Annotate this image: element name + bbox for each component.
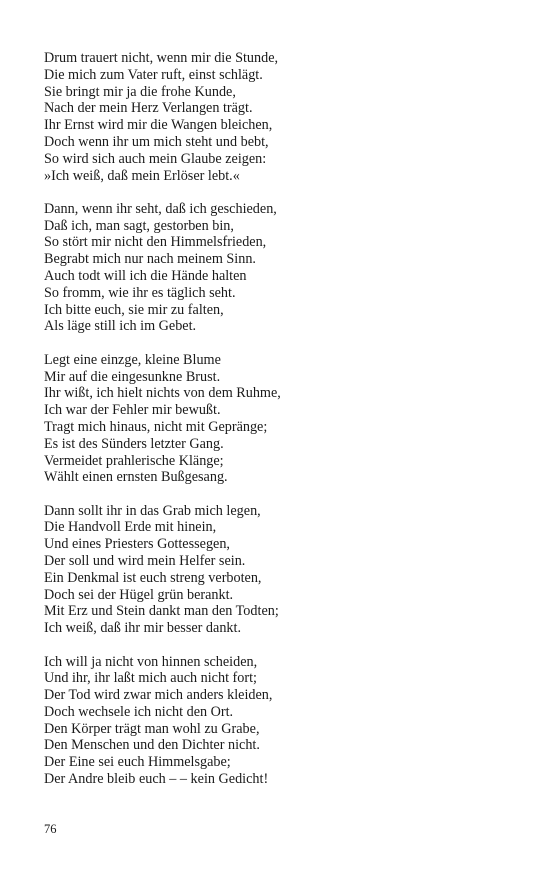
poem-line: Ich will ja nicht von hinnen scheiden, xyxy=(44,653,258,670)
poem-line: Der Eine sei euch Himmelsgabe; xyxy=(44,754,231,771)
poem-line: Ihr Ernst wird mir die Wangen bleichen, xyxy=(44,117,273,134)
stanza-3 xyxy=(44,352,514,486)
poem-line: Ich war der Fehler mir bewußt. xyxy=(44,402,221,419)
poem-line: Und ihr, ihr laßt mich auch nicht fort; xyxy=(44,670,257,687)
poem-line: So wird sich auch mein Glaube zeigen: xyxy=(44,150,267,167)
poem-line: So fromm, wie ihr es täglich seht. xyxy=(44,284,236,301)
poem-line: Der soll und wird mein Helfer sein. xyxy=(44,553,246,570)
poem-line: Es ist des Sünders letzter Gang. xyxy=(44,435,224,452)
poem-line: Daß ich, man sagt, gestorben bin, xyxy=(44,217,234,234)
poem-line: »Ich weiß, daß mein Erlöser lebt.« xyxy=(44,167,240,184)
poem-line: Den Menschen und den Dichter nicht. xyxy=(44,737,260,754)
poem-line: Tragt mich hinaus, nicht mit Gepränge; xyxy=(44,418,268,435)
poem-line: Auch todt will ich die Hände halten xyxy=(44,268,247,285)
poem-line: Nach der mein Herz Verlangen trägt. xyxy=(44,100,253,117)
poem-line: Die Handvoll Erde mit hinein, xyxy=(44,519,217,536)
poem-line: Sie bringt mir ja die frohe Kunde, xyxy=(44,83,236,100)
poem-line: Mit Erz und Stein dankt man den Todten; xyxy=(44,603,279,620)
stanza-4 xyxy=(44,503,514,637)
stanza-5 xyxy=(44,654,514,788)
poem-line: Legt eine einzge, kleine Blume xyxy=(44,351,221,368)
poem-line: Den Körper trägt man wohl zu Grabe, xyxy=(44,720,260,737)
poem-line: Doch wechsele ich nicht den Ort. xyxy=(44,703,234,720)
stanza-2 xyxy=(44,201,514,335)
page-number: 76 xyxy=(44,822,57,836)
poem-line: Dann sollt ihr in das Grab mich legen, xyxy=(44,502,261,519)
poem-line: Drum trauert nicht, wenn mir die Stunde, xyxy=(44,50,279,66)
poem-line: Ihr wißt, ich hielt nichts von dem Ruhme, xyxy=(44,385,281,402)
stanza-1 xyxy=(44,50,514,184)
poem-line: Die mich zum Vater ruft, einst schlägt. xyxy=(44,66,263,83)
poem xyxy=(44,50,514,804)
poem-line: Ich weiß, daß ihr mir besser dankt. xyxy=(44,620,241,637)
poem-line: Dann, wenn ihr seht, daß ich geschieden, xyxy=(44,200,277,217)
poem-line: Ich bitte euch, sie mir zu falten, xyxy=(44,301,224,318)
poem-line: Vermeidet prahlerische Klänge; xyxy=(44,452,224,469)
poem-line: Der Tod wird zwar mich anders kleiden, xyxy=(44,687,273,704)
poem-line: Begrabt mich nur nach meinem Sinn. xyxy=(44,251,256,268)
poem-line: Doch wenn ihr um mich steht und bebt, xyxy=(44,133,269,150)
poem-line: Wählt einen ernsten Bußgesang. xyxy=(44,469,228,486)
poem-line: Der Andre bleib euch – – kein Gedicht! xyxy=(44,771,269,788)
poem-line: Ein Denkmal ist euch streng verboten, xyxy=(44,569,262,586)
poem-line: Und eines Priesters Gottessegen, xyxy=(44,536,230,553)
poem-line: Mir auf die eingesunkne Brust. xyxy=(44,368,221,385)
poem-line: Als läge still ich im Gebet. xyxy=(44,318,197,335)
poem-line: So stört mir nicht den Himmelsfrieden, xyxy=(44,234,267,251)
poem-line: Doch sei der Hügel grün berankt. xyxy=(44,586,234,603)
